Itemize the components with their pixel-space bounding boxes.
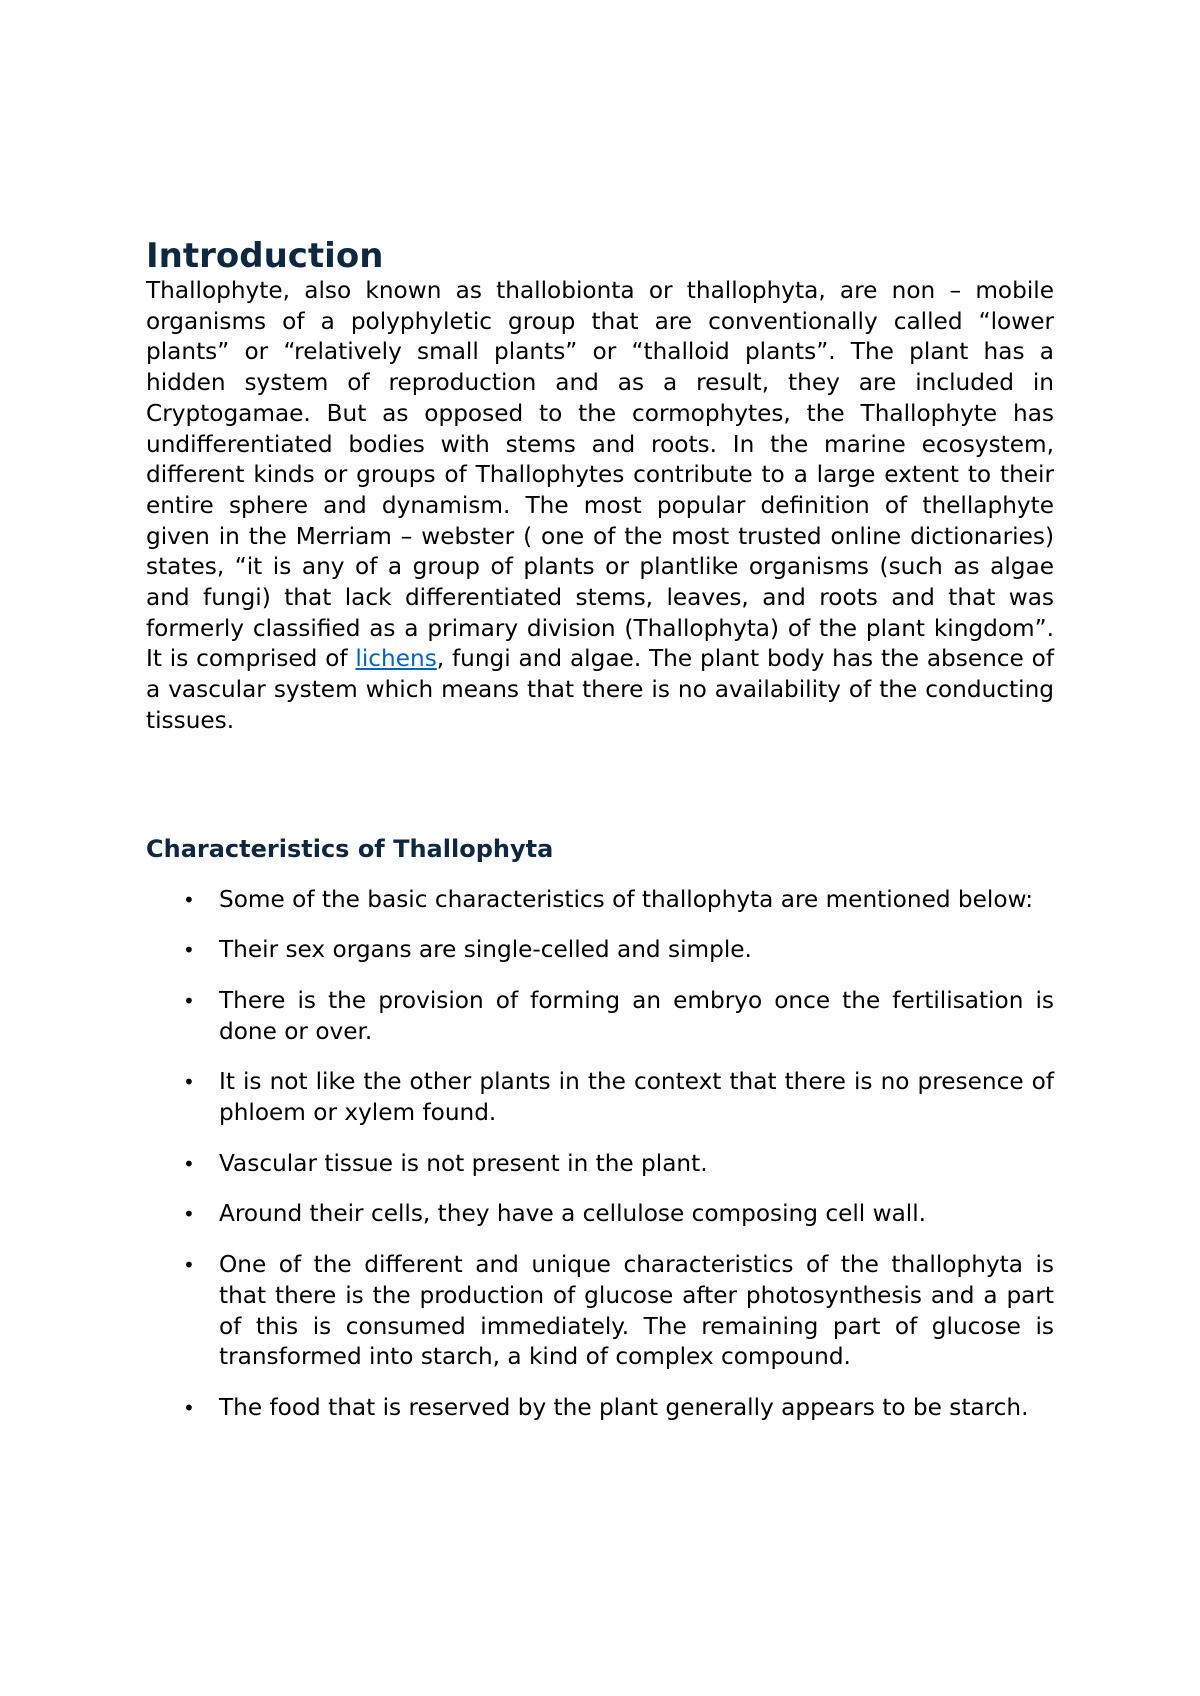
list-item-text: It is not like the other plants in the context that there is no presence of phloem or xylem found.: [219, 1068, 1054, 1127]
list-item: [146, 1250, 1054, 1373]
list-item: [146, 1393, 1054, 1424]
list-item-text: Their sex organs are single-celled and simple.: [219, 936, 752, 964]
bullet-icon: •: [183, 1202, 195, 1227]
bullet-icon: •: [183, 1253, 195, 1278]
introduction-text-part-1: Thallophyte, also known as thallobionta or thallophyta, are non – mobile organisms of a polyphyletic group that are conventionally called “lower plants” or “relatively small plants” or “thalloid plants”. The plant has a hidden system of reproduction and as a result, they are included in Cryptogamae. But as opposed to the cormophytes, the Thallophyte has undifferentiated bodies with stems and roots. In the marine ecosystem, different kinds or groups of Thallophytes contribute to a large extent to their entire sphere and dynamism. The most popular definition of thellaphyte given in the Merriam – webster ( one of the most trusted online dictionaries) states, “it is any of a group of plants or plantlike organisms (such as algae and fungi) that lack differentiated stems, leaves, and roots and that was formerly classified as a primary division (Thallophyta) of the plant kingdom”. It is comprised of: [146, 277, 1054, 673]
list-item-text: One of the different and unique characteristics of the thallophyta is that there is the production of glucose after photosynthesis and a part of this is consumed immediately. The remaining part of glucose is transformed into starch, a kind of complex compound.: [219, 1251, 1054, 1371]
bullet-icon: •: [183, 887, 195, 912]
introduction-text-part-2: , fungi and algae. The plant body has the absence of a vascular system which means that there is no availability of the conducting tissues.: [146, 645, 1054, 734]
characteristics-list: [146, 885, 1054, 1424]
list-item: [146, 885, 1054, 916]
list-item: [146, 1199, 1054, 1230]
bullet-icon: •: [183, 988, 195, 1013]
bullet-icon: •: [183, 1395, 195, 1420]
list-item: [146, 935, 1054, 966]
document-page: [146, 236, 1054, 1444]
lichens-link[interactable]: lichens: [355, 645, 437, 673]
list-item-text: The food that is reserved by the plant generally appears to be starch.: [219, 1393, 1029, 1421]
bullet-icon: •: [183, 1070, 195, 1095]
bullet-icon: •: [183, 1151, 195, 1176]
bullet-icon: •: [183, 938, 195, 963]
introduction-heading: Introduction: [146, 236, 384, 276]
list-item-text: Vascular tissue is not present in the plant.: [219, 1149, 708, 1177]
list-item: [146, 986, 1054, 1047]
list-item-text: Some of the basic characteristics of thallophyta are mentioned below:: [219, 885, 1034, 913]
introduction-paragraph: [146, 276, 1054, 737]
list-item-text: Around their cells, they have a cellulose composing cell wall.: [219, 1200, 927, 1228]
list-item: [146, 1149, 1054, 1180]
characteristics-heading: Characteristics of Thallophyta: [146, 834, 554, 863]
list-item: [146, 1067, 1054, 1128]
list-item-text: There is the provision of forming an embryo once the fertilisation is done or over.: [219, 986, 1054, 1045]
